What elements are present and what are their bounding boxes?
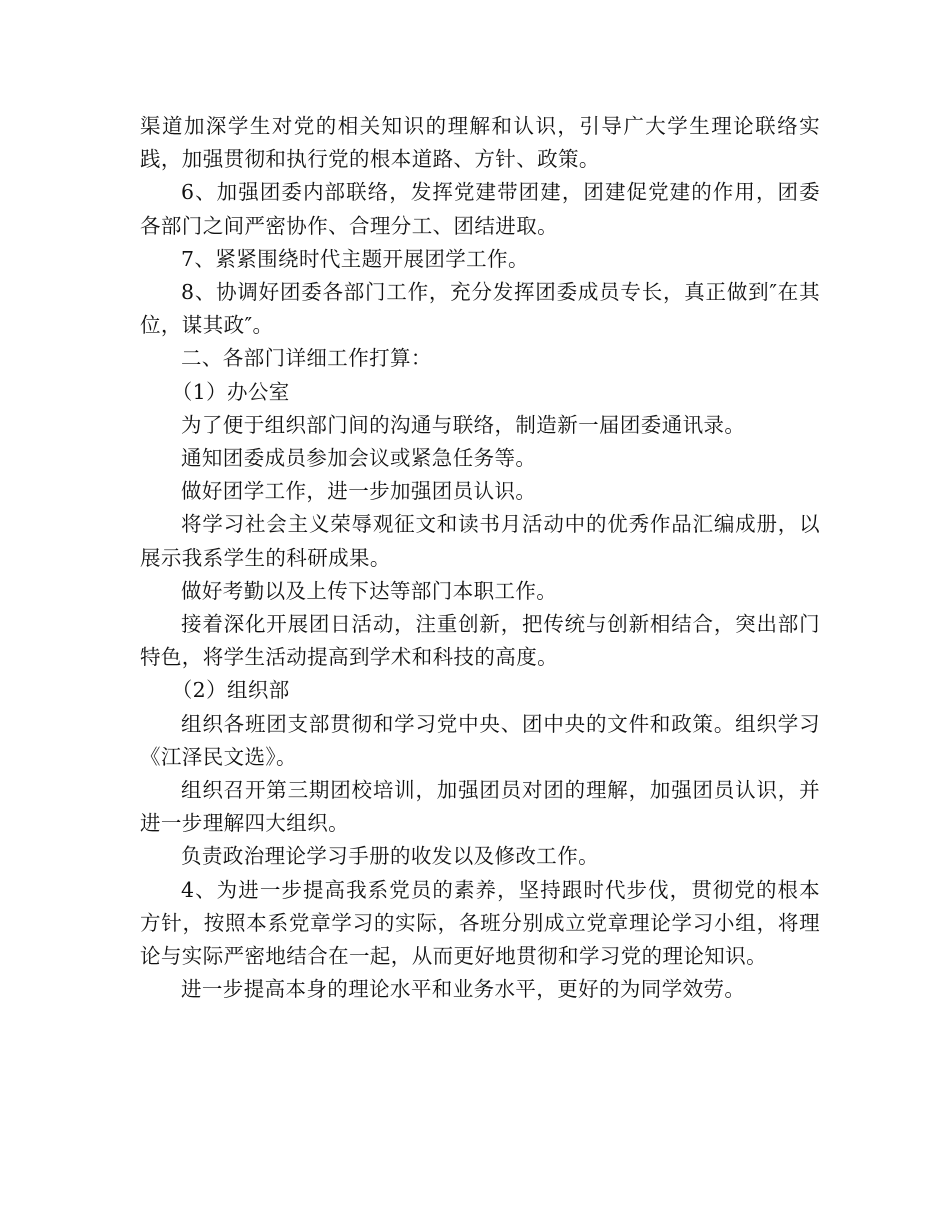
- document-body: [140, 110, 820, 1006]
- section-heading-departments: 二、各部门详细工作打算：: [181, 346, 432, 371]
- subheading-organization: （2）组织部: [171, 678, 290, 703]
- paragraph-org-1: 组织各班团支部贯彻和学习党中央、团中央的文件和政策。组织学习《江泽民文选》。: [140, 711, 820, 769]
- paragraph-office-6: 接着深化开展团日活动，注重创新，把传统与创新相结合，突出部门特色，将学生活动提高到学术和科技的高度。: [140, 612, 820, 670]
- paragraph-org-5: 进一步提高本身的理论水平和业务水平，更好的为同学效劳。: [181, 977, 746, 1002]
- subheading-office: （1）办公室: [171, 379, 290, 404]
- paragraph-1: 渠道加深学生对党的相关知识的理解和认识，引导广大学生理论联络实践，加强贯彻和执行党的根本道路、方针、政策。: [140, 114, 820, 172]
- paragraph-4: 8、协调好团委各部门工作，充分发挥团委成员专长，真正做到″在其位，谋其政″。: [140, 280, 820, 338]
- paragraph-2: 6、加强团委内部联络，发挥党建带团建，团建促党建的作用，团委各部门之间严密协作、合理分工、团结进取。: [140, 180, 820, 238]
- paragraph-org-4: 4、为进一步提高我系党员的素养，坚持跟时代步伐，贯彻党的根本方针，按照本系党章学习的实际，各班分别成立党章理论学习小组，将理论与实际严密地结合在一起，从而更好地贯彻和学习党的理论知识。: [140, 877, 820, 969]
- paragraph-office-2: 通知团委成员参加会议或紧急任务等。: [181, 446, 537, 471]
- paragraph-3: 7、紧紧围绕时代主题开展团学工作。: [181, 246, 529, 271]
- paragraph-office-3: 做好团学工作，进一步加强团员认识。: [181, 479, 537, 504]
- paragraph-office-4: 将学习社会主义荣辱观征文和读书月活动中的优秀作品汇编成册，以展示我系学生的科研成果。: [140, 512, 820, 570]
- paragraph-org-3: 负责政治理论学习手册的收发以及修改工作。: [181, 844, 599, 869]
- paragraph-office-1: 为了便于组织部门间的沟通与联络，制造新一届团委通讯录。: [181, 412, 746, 437]
- paragraph-org-2: 组织召开第三期团校培训，加强团员对团的理解，加强团员认识，并进一步理解四大组织。: [140, 778, 820, 836]
- paragraph-office-5: 做好考勤以及上传下达等部门本职工作。: [181, 578, 558, 603]
